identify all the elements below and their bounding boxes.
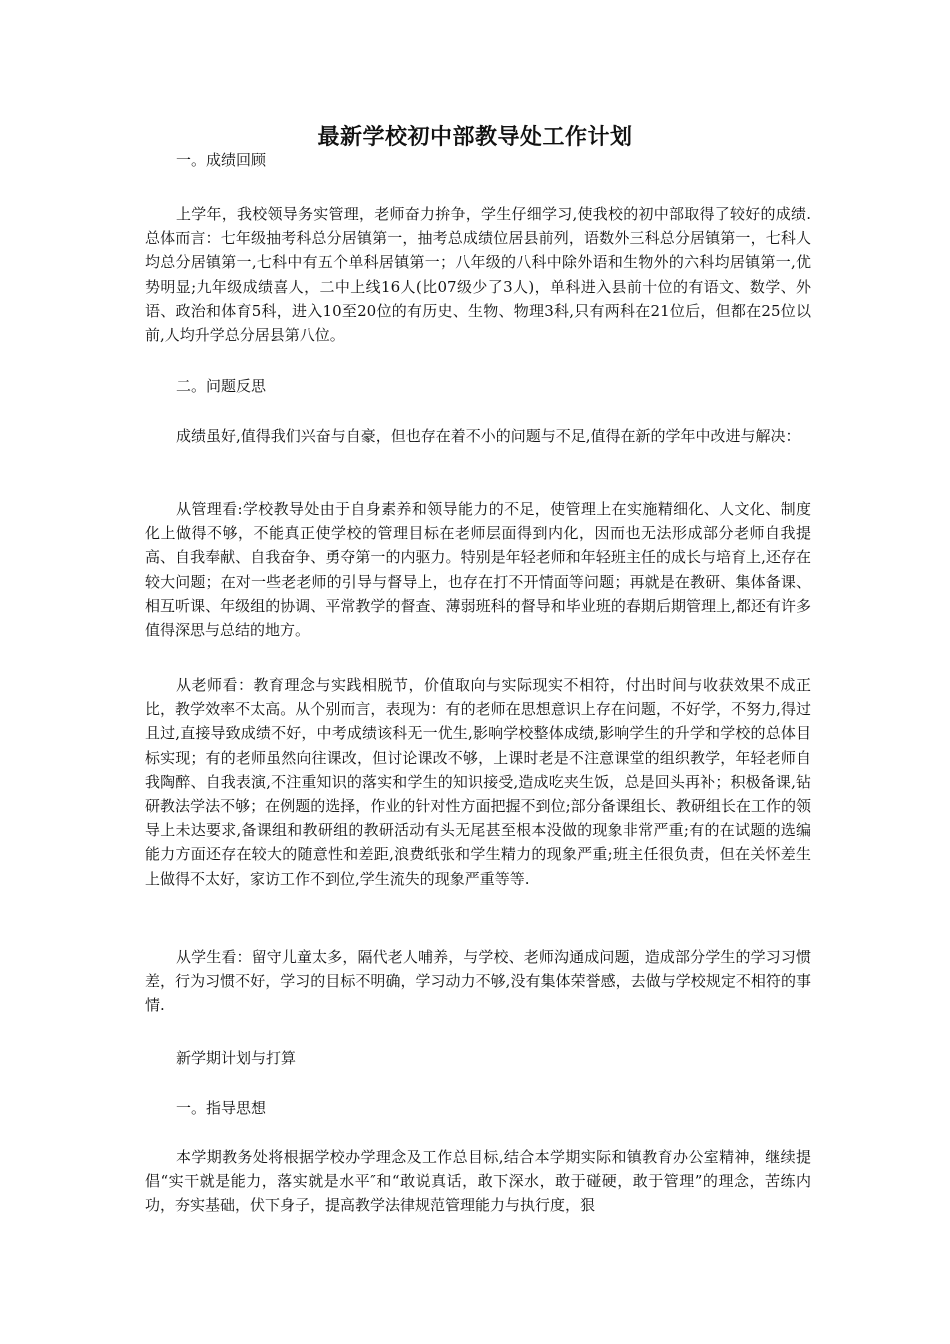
- paragraph-management: 从管理看:学校教导处由于自身素养和领导能力的不足，使管理上在实施精细化、人文化、制度化上做得不够，不能真正使学校的管理目标在老师层面得到内化，因而也无法形成部分老师自我提高、自我奉献、自我奋争、勇夺第一的内驱力。特别是年轻老师和年轻班主任的成长与培育上,还存在较大问题；在对一些老老师的引导与督导上，也存在打不开情面等问题；再就是在教研、集体备课、相互听课、年级组的协调、平常教学的督查、薄弱班科的督导和毕业班的春期后期管理上,都还有许多值得深思与总结的地方。: [145, 500, 811, 640]
- paragraph-teachers: 从老师看：教育理念与实践相脱节，价值取向与实际现实不相符，付出时间与收获效果不成正比，教学效率不太高。从个别而言，表现为：有的老师在思想意识上存在问题，不好学，不努力,得过且过,直接导致成绩不好，中考成绩该科无一优生,影响学校整体成绩,影响学生的升学和学校的总体目标实现；有的老师虽然向往课改，但讨论课改不够，上课时老是不注意课堂的组织教学，年轻老师自我陶醉、自我表演,不注重知识的落实和学生的知识接受,造成吃夹生饭，总是回头再补；积极备课,钻研教法学法不够；在例题的选择，作业的针对性方面把握不到位;部分备课组长、教研组长在工作的领导上未达要求,备课组和教研组的教研活动有头无尾甚至根本没做的现象非常严重;有的在试题的选编能力方面还存在较大的随意性和差距,浪费纸张和学生精力的现象严重;班主任很负责，但在关怀差生上做得不太好，家访工作不到位,学生流失的现象严重等等.: [145, 676, 811, 888]
- paragraph-guiding-ideology: 本学期教务处将根据学校办学理念及工作总目标,结合本学期实际和镇教育办公室精神，继续提倡“实干就是能力，落实就是水平″和“敢说真话，敢下深水，敢于碰硬，敢于管理”的理念，苦练内功，夯实基础，伏下身子，提高教学法律规范管理能力与执行度，狠: [145, 1148, 811, 1215]
- section-heading-guiding-ideology: 一。指导思想: [176, 1099, 267, 1117]
- section-heading-achievements: 一。成绩回顾: [176, 151, 267, 169]
- document-title: 最新学校初中部教导处工作计划: [317, 124, 633, 150]
- section-heading-plan: 新学期计划与打算: [176, 1049, 297, 1067]
- paragraph-achievements: 上学年，我校领导务实管理，老师奋力拚争，学生仔细学习,使我校的初中部取得了较好的成绩.总体而言：七年级抽考科总分居镇第一，抽考总成绩位居县前列，语数外三科总分居镇第一，七科人均总分居镇第一,七科中有五个单科居镇第一；八年级的八科中除外语和生物外的六科均居镇第一,优势明显;九年级成绩喜人，二中上线16人(比07级少了3人)，单科进入县前十位的有语文、数学、外语、政治和体育5科，进入10至20位的有历史、生物、物理3科,只有两科在21位后，但都在25位以前,人均升学总分居县第八位。: [145, 205, 811, 345]
- paragraph-reflection-intro: 成绩虽好,值得我们兴奋与自豪，但也存在着不小的问题与不足,值得在新的学年中改进与解决：: [176, 427, 801, 445]
- section-heading-reflection: 二。问题反思: [176, 377, 267, 395]
- paragraph-students: 从学生看：留守儿童太多，隔代老人哺养，与学校、老师沟通成问题，造成部分学生的学习习惯差，行为习惯不好，学习的目标不明确，学习动力不够,没有集体荣誉感，去做与学校规定不相符的事情.: [145, 948, 811, 1015]
